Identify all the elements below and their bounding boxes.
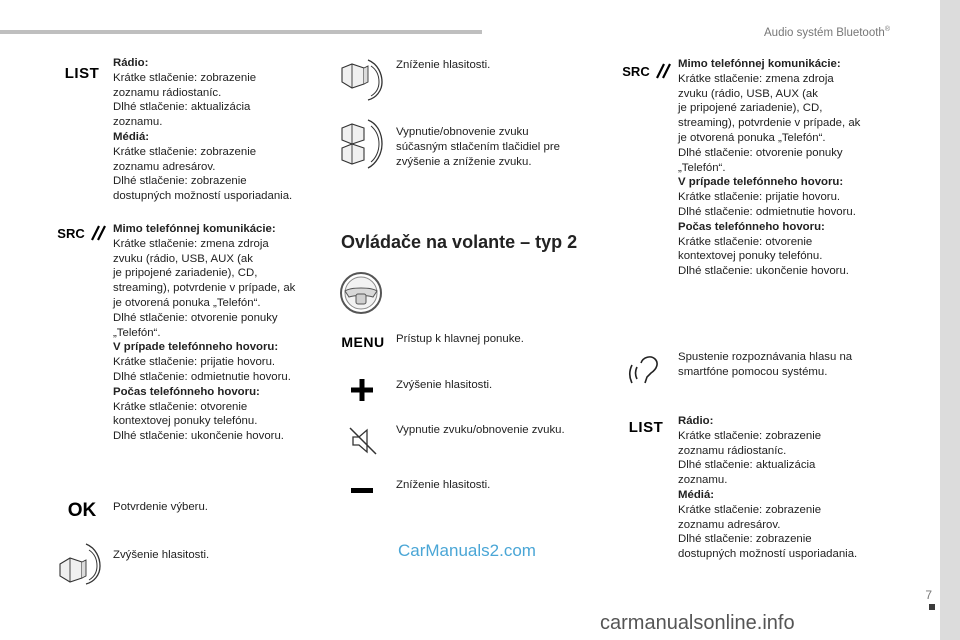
plus-icon [350,378,374,402]
mute2-description: Vypnutie zvuku/obnovenie zvuku. [396,424,565,436]
list-description: Rádio: Krátke stlačenie: zobrazenie zoznamu rádiostaníc. Dlhé stlačenie: aktualizácia zoznamu. Médiá: Krátke stlačenie: zobrazenie zoznamu adresárov. Dlhé stlačenie: zobrazenie dostupných možností usporiadania. [113,57,293,203]
menu-button-icon: MENU [341,334,385,350]
page-header-title: Audio systém Bluetooth® [764,26,890,39]
list-button-icon: LIST [64,64,100,82]
menu-description: Prístup k hlavnej ponuke. [396,333,524,345]
mute-speaker-icon [346,424,380,458]
src-description-2: Mimo telefónnej komunikácie: Krátke stlačenie: zmena zdroja zvuku (rádio, USB, AUX (ak je pripojené zariadenie), CD, streaming), potvrdenie v prípade, ak je otvorená ponuka „Telefón“. Dlhé stlačenie: otvorenie ponuky „Telefón“. V prípade telefónneho hovoru: Krátke stlačenie: prijatie hovoru. Dlhé stlačenie: odmietnutie hovoru. Počas telefónneho hovoru: Krátke stlačenie: otvorenie kontextovej ponuky telefónu. Dlhé stlačenie: ukončenie hovoru. [678,58,861,278]
minus-icon [350,486,374,494]
volume-down-description: Zníženie hlasitosti. [396,59,491,71]
src-telephone-button-icon: SRC [58,222,106,244]
volume-down-wheel-icon [338,58,386,102]
list-button-icon-2: LIST [628,418,664,436]
corner-marker [929,604,935,610]
volume-up-description: Zvýšenie hlasitosti. [113,549,210,561]
side-strip [940,0,960,640]
src-telephone-button-icon-2: SRC [622,60,672,82]
page-number: 7 [925,588,932,602]
ok-button-icon: OK [67,500,97,521]
list-description-2: Rádio: Krátke stlačenie: zobrazenie zoznamu rádiostaníc. Dlhé stlačenie: aktualizácia zoznamu. Médiá: Krátke stlačenie: zobrazenie zoznamu adresárov. Dlhé stlačenie: zobrazenie dostupných možností usporiadania. [678,415,858,561]
mute-description: Vypnutie/obnovenie zvuku súčasným stlačením tlačidiel pre zvýšenie a zníženie zvuku. [396,126,560,168]
minus-description: Zníženie hlasitosti. [396,479,491,491]
handset-slashes-icon [87,225,107,241]
watermark-corner: carmanualsonline.info [600,612,795,634]
volume-up-wheel-icon [56,542,104,586]
section-heading: Ovládače na volante – typ 2 [341,232,578,252]
mute-wheel-icon [338,118,386,170]
src-description: Mimo telefónnej komunikácie: Krátke stlačenie: zmena zdroja zvuku (rádio, USB, AUX (ak je pripojené zariadenie), CD, streaming), potvrdenie v prípade, ak je otvorená ponuka „Telefón“. Dlhé stlačenie: otvorenie ponuky „Telefón“. V prípade telefónneho hovoru: Krátke stlačenie: prijatie hovoru. Dlhé stlačenie: odmietnutie hovoru. Počas telefónneho hovoru: Krátke stlačenie: otvorenie kontextovej ponuky telefónu. Dlhé stlačenie: ukončenie hovoru. [113,223,296,443]
voice-description: Spustenie rozpoznávania hlasu na smartfóne pomocou systému. [678,351,853,378]
plus-description: Zvýšenie hlasitosti. [396,379,493,391]
ok-description: Potvrdenie výberu. [113,501,208,513]
handset-slashes-icon [652,63,672,79]
header-rule [0,30,482,34]
watermark-center: CarManuals2.com [398,541,536,560]
steering-wheel-icon [338,270,384,316]
voice-recognition-icon [626,352,662,388]
